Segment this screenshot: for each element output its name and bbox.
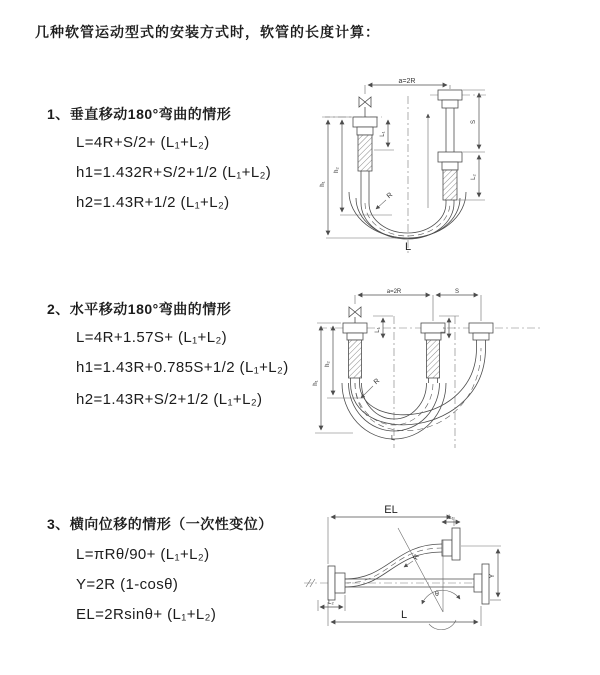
diagram-lateral-displacement [298,500,508,645]
diagram-horizontal-180 [313,288,548,460]
label-y: Y [489,573,496,579]
label-h1: h₁ [313,380,319,386]
dimension-a2r [365,78,450,94]
label-l1: L₁ [380,131,386,137]
label-length: L [404,241,412,253]
dimension-el [328,504,454,564]
label-l1: L₁ [448,515,454,521]
section-2-formula-L: L=4R+1.57S+ (L₁+L₂) [76,329,228,346]
label-l2: L₂ [441,327,447,333]
section-2-formula-h2: h2=1.43R+S/2+1/2 (L₁+L₂) [76,391,263,408]
section-1-formula-L: L=4R+S/2+ (L₁+L₂) [76,134,210,151]
section-1-heading: 1、垂直移动180°弯曲的情形 [47,106,232,122]
dimension-length [328,602,481,626]
hose-s-curve [345,544,442,587]
radius-leader [376,192,394,209]
label-l2: L₂ [328,600,334,606]
label-s: S [471,119,477,125]
section-1-formula-h2: h2=1.43R+1/2 (L₁+L₂) [76,194,230,211]
valve-icon [349,307,361,323]
upper-flange [442,528,460,560]
page-title: 几种软管运动型式的安装方式时，软管的长度计算： [35,24,380,40]
right-pipe-fitting [438,90,462,203]
dimension-l1 [373,316,393,338]
left-flange [328,566,345,600]
label-theta: θ [435,591,439,598]
radius-leader [361,378,381,398]
label-h2: h₂ [325,361,331,367]
centerlines [322,95,488,256]
label-radius: R [385,191,395,201]
label-l2: L₂ [471,174,477,180]
diagram-vertical-180 [312,78,497,263]
label-length: L [400,609,408,621]
label-l1: L₁ [375,327,381,333]
label-a2r: a=2R [398,78,416,85]
label-radius: R [412,553,421,562]
dimension-l1 [442,515,460,522]
label-a2r: a=2R [386,289,402,295]
label-radius: R [372,377,382,387]
label-length: L [391,435,395,442]
right-pipe-fitting [469,323,493,348]
section-3-formula-L: L=πRθ/90+ (L₁+L₂) [76,546,210,563]
left-pipe-fitting [343,323,367,383]
label-s: S [454,289,460,295]
label-h2: h₂ [334,167,340,173]
hose-position-2 [351,348,486,431]
section-3-formula-Y: Y=2R (1-cosθ) [76,576,179,593]
section-3-heading: 3、横向位移的情形（一次性变位） [47,516,273,532]
label-h1: h₁ [320,181,326,187]
section-1-formula-h1: h1=1.432R+S/2+1/2 (L₁+L₂) [76,164,272,181]
section-2-formula-h1: h1=1.43R+0.785S+1/2 (L₁+L₂) [76,359,289,376]
right-flange [474,564,489,604]
section-2-heading: 2、水平移动180°弯曲的情形 [47,301,232,317]
section-3-formula-EL: EL=2Rsinθ+ (L₁+L₂) [76,606,217,623]
valve-icon [359,97,371,117]
label-el: EL [384,504,398,516]
left-pipe-fitting [353,117,377,203]
